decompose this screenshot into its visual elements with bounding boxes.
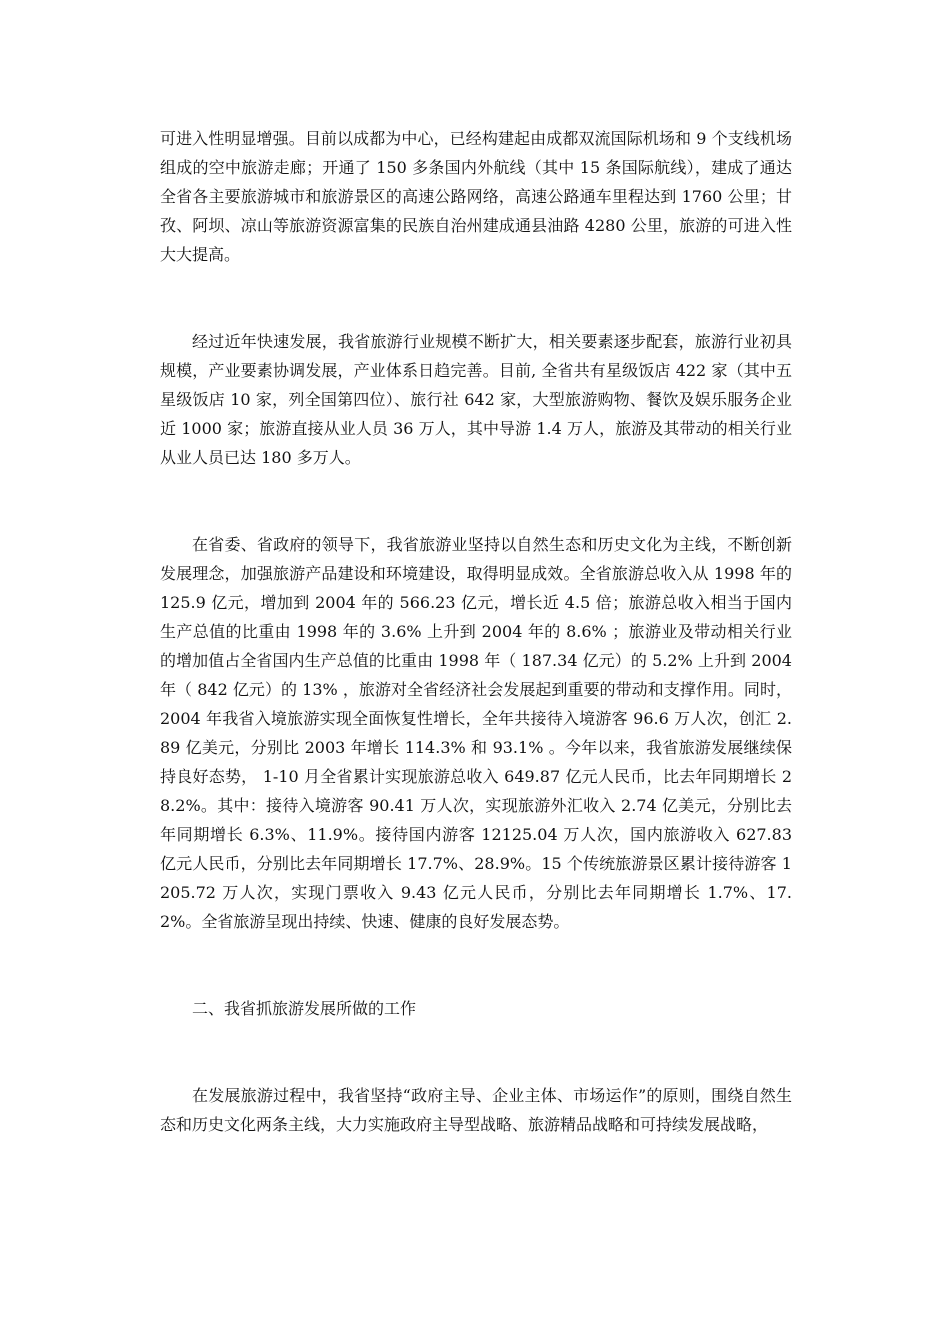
paragraph-industry-scale: 经过近年快速发展，我省旅游行业规模不断扩大，相关要素逐步配套，旅游行业初具规模，产业要素协调发展，产业体系日趋完善。目前, 全省共有星级饭店 422 家（其中五星级饭店 10 家，列全国第四位）、旅行社 642 家，大型旅游购物、餐饮及娱乐服务企业近 1000 家；旅游直接从业人员 36 万人，其中导游 1.4 万人，旅游及其带动的相关行业从业人员已达 180 多万人。 (160, 332, 792, 467)
section-heading: 二、我省抓旅游发展所做的工作 (192, 999, 417, 1018)
paragraph-accessibility: 可进入性明显增强。目前以成都为中心，已经构建起由成都双流国际机场和 9 个支线机场组成的空中旅游走廊；开通了 150 多条国内外航线（其中 15 条国际航线），建成了通达全省各主要旅游城市和旅游景区的高速公路网络，高速公路通车里程达到 1760 公里；甘孜、阿坝、凉山等旅游资源富集的民族自治州建成通县油路 4280 公里，旅游的可进入性大大提高。 (160, 129, 792, 264)
paragraph-tourism-revenue: 在省委、省政府的领导下，我省旅游业坚持以自然生态和历史文化为主线，不断创新发展理念，加强旅游产品建设和环境建设，取得明显成效。全省旅游总收入从 1998 年的 125.9 亿元，增加到 2004 年的 566.23 亿元，增长近 4.5 倍；旅游总收入相当于国内生产总值的比重由 1998 年的 3.6% 上升到 2004 年的 8.6% ；旅游业及带动相关行业的增加值占全省国内生产总值的比重由 1998 年（ 187.34 亿元）的 5.2% 上升到 2004 年（ 842 亿元）的 13% ，旅游对全省经济社会发展起到重要的带动和支撑作用。同时， 2004 年我省入境旅游实现全面恢复性增长，全年共接待入境游客 96.6 万人次，创汇 2.89 亿美元，分别比 2003 年增长 114.3% 和 93.1% 。今年以来，我省旅游发展继续保持良好态势， 1-10 月全省累计实现旅游总收入 649.87 亿元人民币，比去年同期增长 28.2%。其中：接待入境游客 90.41 万人次，实现旅游外汇收入 2.74 亿美元，分别比去年同期增长 6.3%、11.9%。接待国内游客 12125.04 万人次，国内旅游收入 627.83 亿元人民币，分别比去年同期增长 17.7%、28.9%。15 个传统旅游景区累计接待游客 1205.72 万人次，实现门票收入 9.43 亿元人民币，分别比去年同期增长 1.7%、17.2%。全省旅游呈现出持续、快速、健康的良好发展态势。 (160, 535, 792, 931)
paragraph-development-work: 在发展旅游过程中，我省坚持“政府主导、企业主体、市场运作”的原则，围绕自然生态和历史文化两条主线，大力实施政府主导型战略、旅游精品战略和可持续发展战略， (160, 1086, 792, 1134)
document-body (160, 124, 792, 1139)
